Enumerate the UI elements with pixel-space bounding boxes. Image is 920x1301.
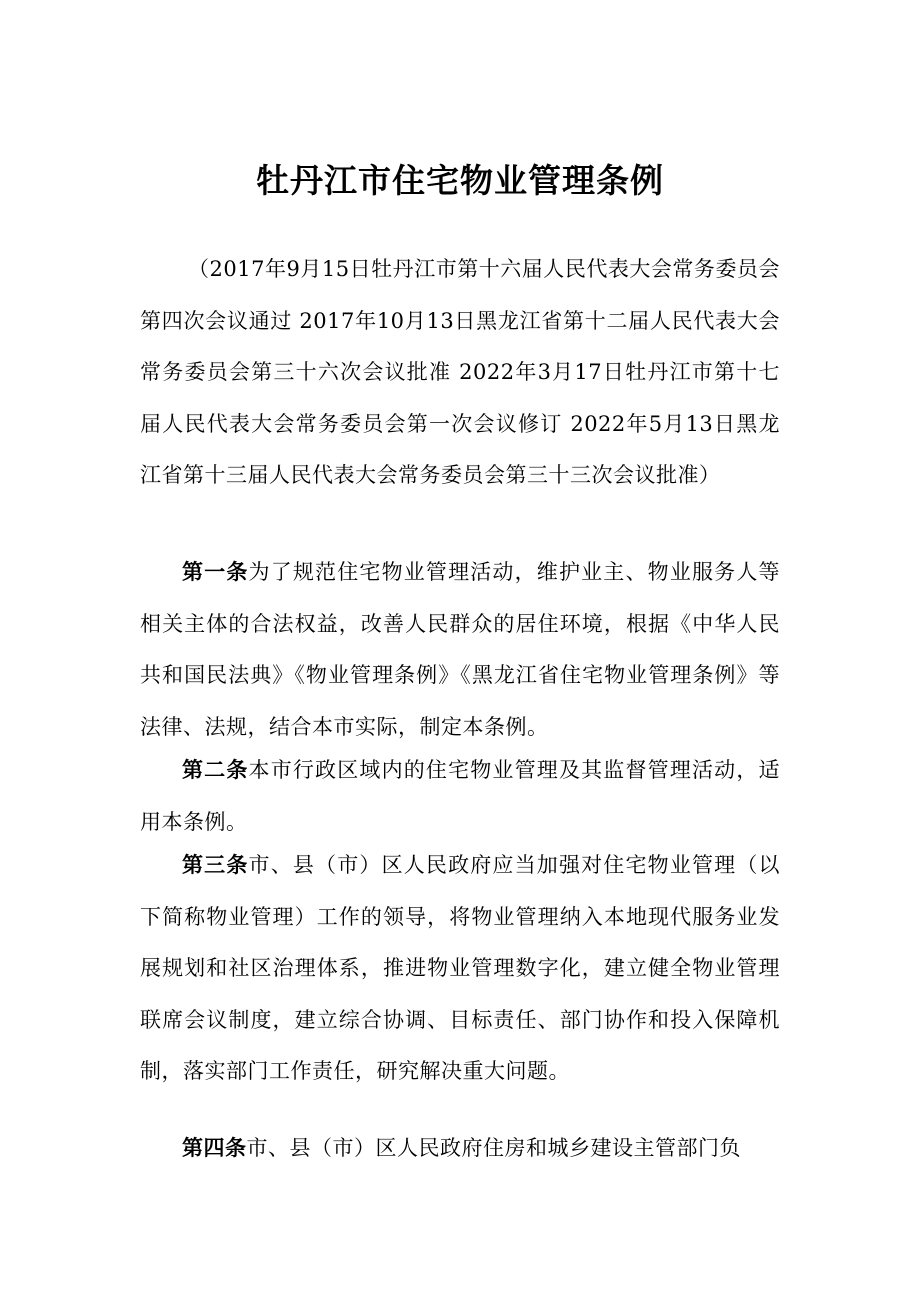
document-title: 牡丹江市住宅物业管理条例 [256, 161, 664, 200]
article-1 [140, 547, 780, 753]
article-4 [140, 1123, 780, 1175]
article-label: 第四条 [182, 1136, 247, 1160]
adoption-note: （2017年9月15日牡丹江市第十六届人民代表大会常务委员会第四次会议通过 2017年10月13日黑龙江省第十二届人民代表大会常务委员会第三十六次会议批准 2022年3月17日牡丹江市第十七届人民代表大会常务委员会第一次会议修订 2022年5月13日黑龙江省第十三届人民代表大会常务委员会第三十三次会议批准） [140, 257, 780, 487]
article-label: 第三条 [182, 853, 249, 877]
article-3 [140, 840, 780, 1098]
article-text: 本市行政区域内的住宅物业管理及其监督管理活动，适用本条例。 [140, 758, 781, 834]
article-label: 第二条 [182, 758, 249, 782]
article-text: 为了规范住宅物业管理活动，维护业主、物业服务人等相关主体的合法权益，改善人民群众的居住环境，根据《中华人民共和国民法典》《物业管理条例》《黑龙江省住宅物业管理条例》等法律、法规，结合本市实际，制定本条例。 [140, 560, 781, 739]
article-2 [140, 745, 780, 848]
article-text: 市、县（市）区人民政府住房和城乡建设主管部门负 [246, 1136, 741, 1160]
article-label: 第一条 [182, 560, 249, 584]
article-text: 市、县（市）区人民政府应当加强对住宅物业管理（以下简称物业管理）工作的领导，将物业管理纳入本地现代服务业发展规划和社区治理体系，推进物业管理数字化，建立健全物业管理联席会议制度，建立综合协调、目标责任、部门协作和投入保障机制，落实部门工作责任，研究解决重大问题。 [140, 853, 781, 1083]
